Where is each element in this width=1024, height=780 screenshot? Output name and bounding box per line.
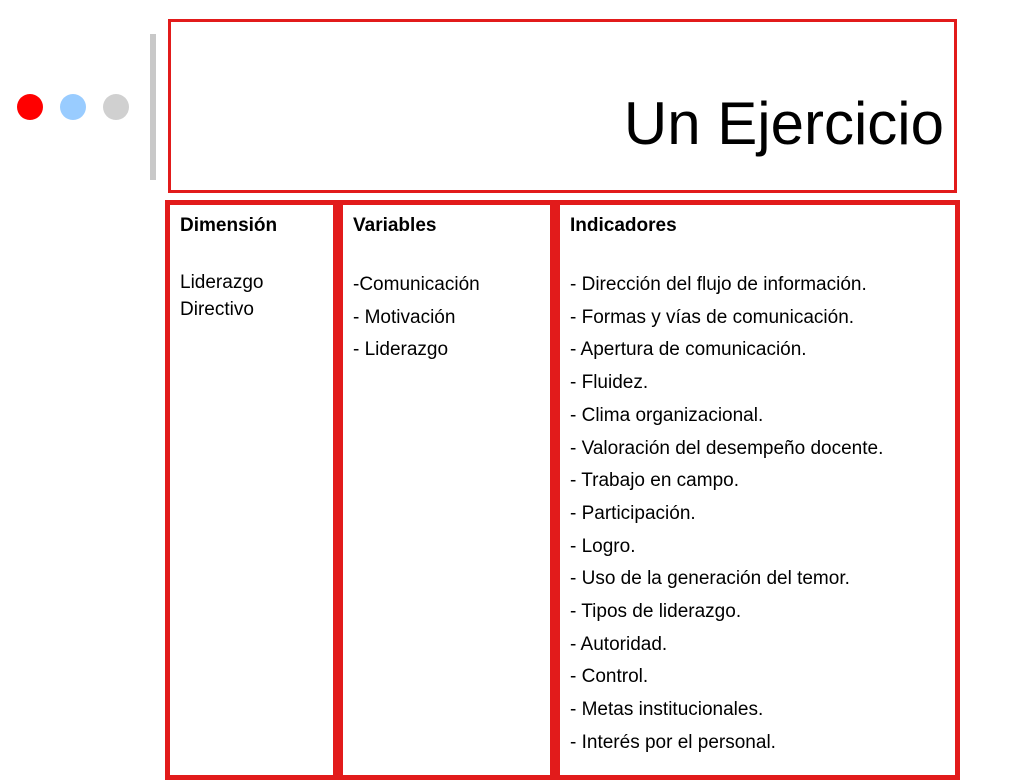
cell-text: Directivo — [180, 299, 254, 320]
slide-title: Un Ejercicio — [623, 90, 944, 157]
data-table — [165, 200, 960, 780]
list-item: - Trabajo en campo. — [570, 470, 739, 492]
list-item: - Control. — [570, 666, 649, 688]
blue-dot-icon — [60, 94, 86, 120]
list-item: - Uso de la generación del temor. — [570, 568, 850, 590]
gray-dot-icon — [103, 94, 129, 120]
list-item: -Comunicación — [353, 274, 480, 295]
list-item: - Fluidez. — [570, 372, 649, 394]
cell-text: Liderazgo — [180, 272, 264, 293]
list-item: - Autoridad. — [570, 633, 668, 655]
decorative-divider — [150, 34, 156, 180]
list-item: - Motivación — [353, 306, 456, 328]
list-item: - Formas y vías de comunicación. — [570, 306, 855, 328]
list-item: - Tipos de liderazgo. — [570, 601, 742, 623]
column-header-variables: Variables — [353, 215, 437, 236]
list-item: - Liderazgo — [353, 339, 449, 361]
list-item: - Valoración del desempeño docente. — [570, 437, 884, 459]
list-item: - Clima organizacional. — [570, 404, 764, 426]
list-item: - Interés por el personal. — [570, 731, 776, 753]
table-column-variables — [338, 200, 555, 780]
list-item: - Dirección del flujo de información. — [570, 274, 867, 295]
table-column-indicators — [555, 200, 960, 780]
list-item: - Logro. — [570, 535, 636, 557]
column-header-indicators: Indicadores — [570, 215, 677, 236]
table-column-dimension — [165, 200, 338, 780]
list-item: - Metas institucionales. — [570, 699, 764, 721]
column-header-dimension: Dimensión — [180, 215, 278, 236]
red-dot-icon — [17, 94, 43, 120]
list-item: - Apertura de comunicación. — [570, 339, 807, 361]
title-frame — [168, 19, 957, 193]
list-item: - Participación. — [570, 502, 696, 524]
